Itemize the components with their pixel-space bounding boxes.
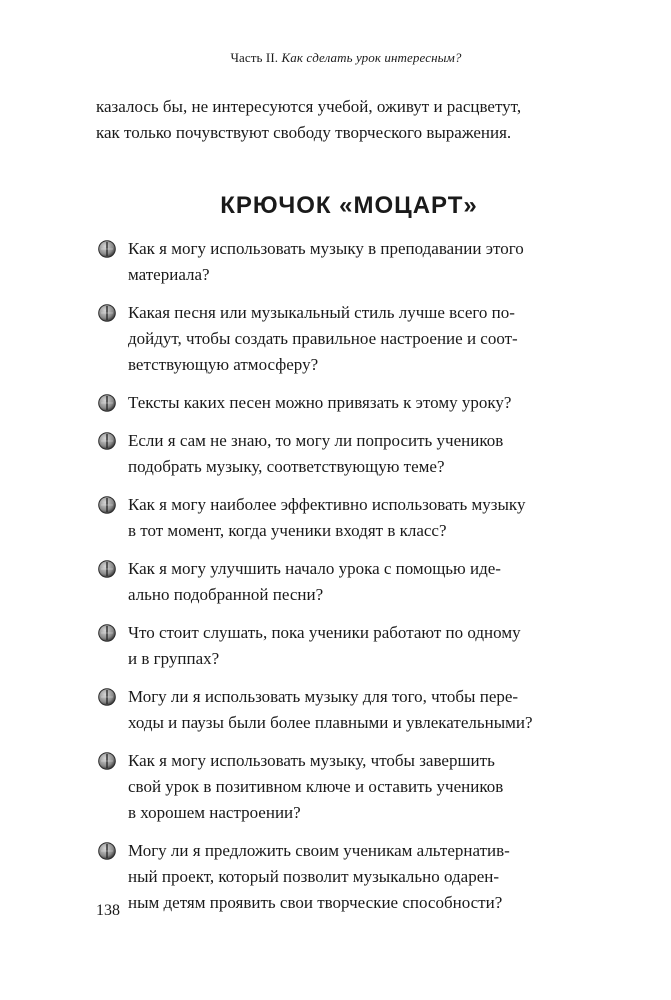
question-item bbox=[96, 838, 606, 916]
question-item bbox=[96, 684, 606, 736]
intro-line: как только почувствуют свободу творческого выражения. bbox=[96, 123, 512, 142]
question-line: и в группах? bbox=[128, 649, 220, 668]
question-item bbox=[96, 236, 606, 288]
question-line: Как я могу использовать музыку, чтобы завершить bbox=[128, 751, 495, 770]
music-disc-icon bbox=[98, 496, 116, 514]
question-line: Что стоит слушать, пока ученики работают по одному bbox=[128, 623, 521, 642]
running-head bbox=[96, 50, 596, 66]
question-line: в хорошем настроении? bbox=[128, 803, 301, 822]
page-number: 138 bbox=[96, 902, 120, 919]
question-line: дойдут, чтобы создать правильное настроение и соот- bbox=[128, 329, 518, 348]
running-head-chapter: Как сделать урок интересным? bbox=[281, 50, 462, 65]
question-line: Как я могу улучшить начало урока с помощью иде- bbox=[128, 559, 501, 578]
question-item bbox=[96, 620, 606, 672]
running-head-part: Часть II. bbox=[230, 50, 279, 65]
music-disc-icon bbox=[98, 688, 116, 706]
question-line: ально подобранной песни? bbox=[128, 585, 324, 604]
question-line: Тексты каких песен можно привязать к этому уроку? bbox=[128, 393, 512, 412]
question-line: в тот момент, когда ученики входят в класс? bbox=[128, 521, 447, 540]
music-disc-icon bbox=[98, 560, 116, 578]
question-line: ветствующую атмосферу? bbox=[128, 355, 319, 374]
question-line: Как я могу наиболее эффективно использовать музыку bbox=[128, 495, 526, 514]
question-line: Могу ли я использовать музыку для того, чтобы пере- bbox=[128, 687, 519, 706]
question-line: свой урок в позитивном ключе и оставить учеников bbox=[128, 777, 504, 796]
music-disc-icon bbox=[98, 624, 116, 642]
question-item bbox=[96, 748, 606, 826]
intro-paragraph bbox=[96, 94, 602, 146]
question-list bbox=[96, 236, 606, 928]
question-line: материала? bbox=[128, 265, 210, 284]
music-disc-icon bbox=[98, 240, 116, 258]
question-item bbox=[96, 300, 606, 378]
question-line: ходы и паузы были более плавными и увлекательными? bbox=[128, 713, 533, 732]
question-line: Как я могу использовать музыку в преподавании этого bbox=[128, 239, 524, 258]
section-title: КРЮЧОК «МОЦАРТ» bbox=[220, 192, 478, 219]
music-disc-icon bbox=[98, 842, 116, 860]
question-item bbox=[96, 556, 606, 608]
intro-line: казалось бы, не интересуются учебой, оживут и расцветут, bbox=[96, 97, 522, 116]
music-disc-icon bbox=[98, 752, 116, 770]
question-line: Могу ли я предложить своим ученикам альтернатив- bbox=[128, 841, 510, 860]
question-line: ный проект, который позволит музыкально одарен- bbox=[128, 867, 499, 886]
music-disc-icon bbox=[98, 304, 116, 322]
question-item bbox=[96, 492, 606, 544]
question-item bbox=[96, 390, 606, 416]
music-disc-icon bbox=[98, 394, 116, 412]
question-line: ным детям проявить свои творческие способности? bbox=[128, 893, 503, 912]
question-item bbox=[96, 428, 606, 480]
question-line: Если я сам не знаю, то могу ли попросить учеников bbox=[128, 431, 504, 450]
music-disc-icon bbox=[98, 432, 116, 450]
question-line: подобрать музыку, соответствующую теме? bbox=[128, 457, 445, 476]
question-line: Какая песня или музыкальный стиль лучше всего по- bbox=[128, 303, 515, 322]
